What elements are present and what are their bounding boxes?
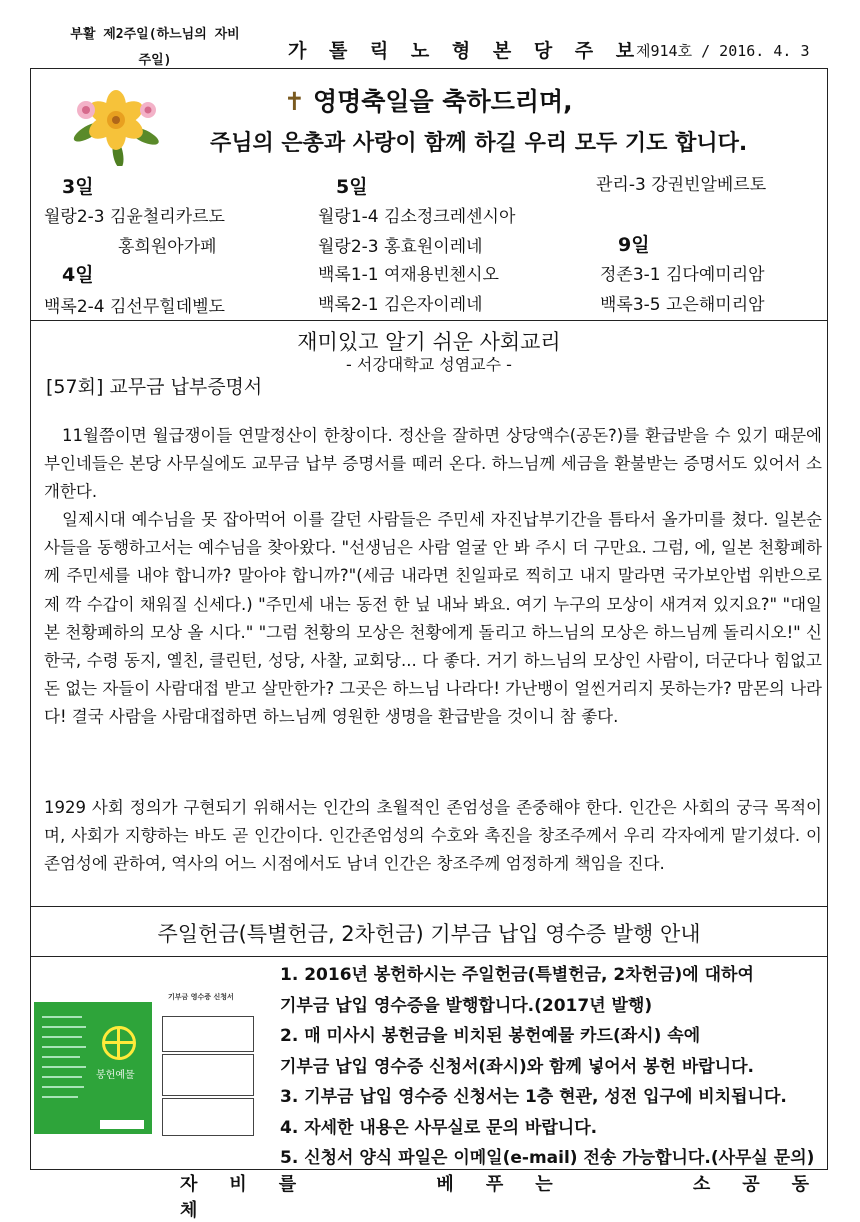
bulletin-title: 가 톨 릭 노 형 본 당 주 보 bbox=[288, 40, 643, 62]
cross-icon: ✝ bbox=[284, 87, 305, 116]
article-paragraph-3: 1929 사회 정의가 구현되기 위해서는 인간의 초월적인 존엄성을 존중해야 한다. 인간은 사회의 궁극 목적이며, 사회가 지향하는 바도 곧 인간이다. 인간존엄성의 수호와 촉진을 창조주께서 우리 각자에게 맡기셨다. 이 존엄성에 관하여, 역사의 어느 시점에서도 남녀 인간은 창조주께 엄정하게 책임을 진다. bbox=[44, 798, 822, 874]
day-3-heading: 3일 bbox=[62, 176, 94, 198]
article-author: - 서강대학교 성염교수 - bbox=[346, 355, 512, 374]
issue-number: 제914호 / 2016. 4. 3 bbox=[636, 42, 810, 60]
notice-item: 2. 매 미사시 봉헌금을 비치된 봉헌예물 카드(좌시) 속에 bbox=[280, 1026, 701, 1046]
cross-circle-icon bbox=[102, 1026, 136, 1060]
divider-article bbox=[30, 906, 828, 907]
birthday-entry: 백록2-4 김선무힐데벨도 bbox=[44, 297, 225, 317]
birthday-entry: 홍희원아가페 bbox=[118, 237, 217, 257]
day-4-heading: 4일 bbox=[62, 264, 94, 286]
notice-item: 5. 신청서 양식 파일은 이메일(e-mail) 전송 가능합니다.(사무실 문의) bbox=[280, 1148, 815, 1168]
notice-item: 4. 자세한 내용은 사무실로 문의 바랍니다. bbox=[280, 1117, 598, 1138]
day-9-heading: 9일 bbox=[618, 234, 650, 256]
divider-birthdays bbox=[30, 320, 828, 321]
liturgical-day bbox=[40, 22, 270, 74]
card-label: 봉헌예물 bbox=[96, 1070, 135, 1081]
birthday-entry: 정존3-1 김다예미리암 bbox=[600, 265, 765, 285]
article-paragraph-2: 일제시대 예수님을 못 잡아먹어 이를 갈던 사람들은 주민세 자진납부기간을 틈타서 올가미를 쳤다. 일본순사들을 동행하고서는 예수님을 찾아왔다. "선생님은 사람 얼굴 안 봐 주시 더 구만요. 그럼, 에, 일본 천황폐하께 주민세를 내야 합니까? 말아야 합니까?"(세금 내라면 친일파로 찍히고 내지 말라면 국가보안법 위반으로 제 깍 수갑이 채워질 신세다.) "주민세 내는 동전 한 닢 내놔 봐요. 여기 누구의 모상이 새겨져 있지요?" "대일본 천황폐하의 모상 올 시다." "그럼 천황의 모상은 천황에게 돌리고 하느님의 모상은 하느님께 돌리시오!" 신한국, 수령 동지, 옐친, 클린턴, 성당, 사찰, 교회당... 다 좋다. 거기 하느님의 모상인 사람이, 더군다나 힘없고 돈 없는 자들이 사람대접 받고 살만한가? 그곳은 하느님 나라다! 가난뱅이 얼씬거리지 못하는가? 맘몬의 나라다! 결국 사람을 사람대접하면 하느님께 영원한 생명을 환급받을 것이니 참 좋다. bbox=[44, 510, 822, 727]
birthday-entry: 월랑2-3 김윤철리카르도 bbox=[44, 207, 225, 227]
birthday-entry: 월랑1-4 김소정크레센시아 bbox=[318, 207, 516, 227]
article-title: 재미있고 알기 쉬운 사회교리 bbox=[297, 330, 561, 354]
form-title: 기부금 영수증 신청서 bbox=[168, 993, 234, 1001]
divider-notice-title bbox=[30, 956, 828, 957]
notice-items bbox=[280, 960, 814, 1174]
notice-item: 3. 기부금 납입 영수증 신청서는 1층 현관, 성전 입구에 비치됩니다. bbox=[280, 1087, 787, 1107]
birthday-entry: 백록3-5 고은해미리암 bbox=[600, 295, 765, 315]
article-paragraph-1: 11월쯤이면 월급쟁이들 연말정산이 한창이다. 정산을 잘하면 상당액수(공돈?)를 환급받을 수 있기 때문에 부인네들은 본당 사무실에도 교무금 납부 증명서를 떼러 온다. 하느님께 세금을 환불받는 증명서도 있어서 소개한다. bbox=[44, 426, 822, 502]
congrats-line2: 주님의 은총과 사랑이 함께 하길 우리 모두 기도 합니다. bbox=[210, 131, 748, 156]
birthday-entry: 백록2-1 김은자이레네 bbox=[318, 295, 483, 315]
notice-title: 주일헌금(특별헌금, 2차헌금) 기부금 납입 영수증 발행 안내 bbox=[157, 922, 701, 946]
flower-icon bbox=[66, 80, 166, 166]
liturgical-day-line1: 부활 제2주일(하느님의 자비 bbox=[70, 27, 240, 42]
birthday-entry: 월랑2-3 홍효원이레네 bbox=[318, 237, 483, 257]
footer-motto: 자비를 베푸는 소공동체 bbox=[180, 1174, 842, 1221]
application-form-image bbox=[158, 992, 264, 1138]
congrats-line1 bbox=[284, 82, 573, 118]
day-5-heading: 5일 bbox=[336, 176, 368, 198]
notice-item: 1. 2016년 봉헌하시는 주일헌금(특별헌금, 2차헌금)에 대하여 bbox=[280, 965, 754, 985]
notice-item: 기부금 납입 영수증을 발행합니다.(2017년 발행) bbox=[280, 995, 653, 1016]
offering-card-image bbox=[34, 1002, 152, 1134]
birthday-entry: 백록1-1 여재용빈첸시오 bbox=[318, 265, 499, 285]
article-episode: [57회] 교무금 납부증명서 bbox=[46, 376, 263, 398]
liturgical-day-line2: 주일) bbox=[138, 53, 172, 68]
congrats-line1-text: 영명축일을 축하드리며, bbox=[312, 87, 573, 116]
birthday-entry: 관리-3 강권빈알베르토 bbox=[596, 175, 767, 195]
notice-item: 기부금 납입 영수증 신청서(좌시)와 함께 넣어서 봉헌 바랍니다. bbox=[280, 1056, 754, 1077]
